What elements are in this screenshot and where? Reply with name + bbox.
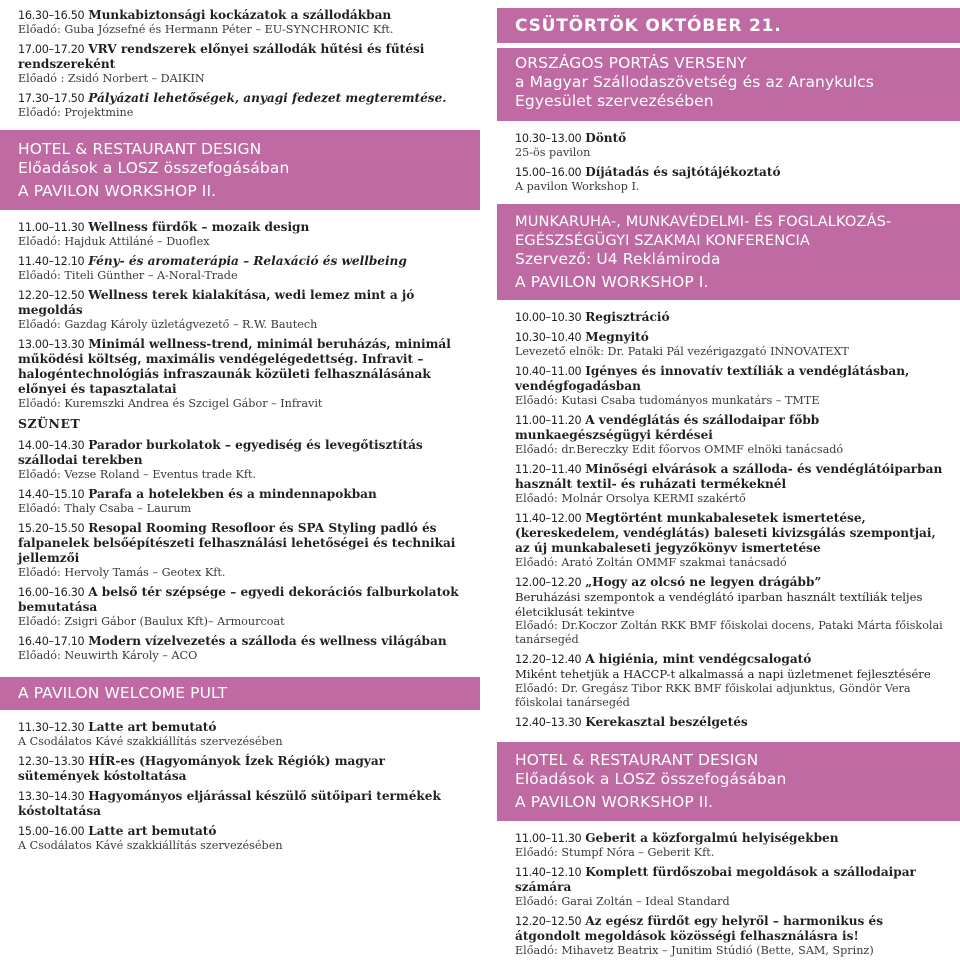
entry-title: VRV rendszerek előnyei szállodák hűtési és fűtési rendszereként: [18, 42, 425, 71]
entry-title: Komplett fürdőszobai megoldások a szállodaipar számára: [515, 864, 916, 894]
entry-time: 16.40–17.10: [18, 635, 85, 648]
entry-headline: [515, 511, 952, 556]
band-hotel-design: [0, 130, 480, 210]
entry-time: 13.30–14.30: [18, 790, 85, 803]
entry-time: 12.00–12.20: [515, 576, 582, 589]
program-entry: [0, 824, 480, 853]
entry-time: 14.40–15.10: [18, 488, 85, 501]
entry-headline: [515, 575, 952, 590]
entry-speaker: Előadó: Titeli Günther – A-Noral-Trade: [18, 269, 238, 282]
entry-title: Regisztráció: [585, 310, 670, 324]
entry-speaker: Előadó: dr.Bereczky Edit főorvos OMMF elnöki tanácsadó: [515, 443, 844, 456]
entry-speaker: Előadó: Zsigri Gábor (Baulux Kft)– Armourcoat: [18, 615, 285, 628]
entry-title: Latte art bemutató: [88, 824, 217, 838]
entry-headline: [515, 914, 952, 944]
entry-speaker: Előadó: Molnár Orsolya KERMI szakértő: [515, 492, 746, 505]
program-entry: [497, 715, 960, 730]
program-entry: [497, 914, 960, 958]
left-mid-entries: [0, 220, 480, 411]
entry-headline: [18, 288, 468, 318]
program-entry: [0, 438, 480, 482]
entry-time: 11.00–11.30: [18, 221, 85, 234]
entry-time: 10.40–11.00: [515, 365, 582, 378]
entry-speaker: A pavilon Workshop I.: [515, 180, 640, 193]
program-entry: [0, 487, 480, 516]
entry-title: Megtörtént munkabalesetek ismertetése, (kereskedelem, vendéglátás) baleseti kivizsgálás szempontjai, az új munkabaleseti jegyzőkönyv ismertetése: [515, 511, 936, 555]
program-entry: [497, 165, 960, 194]
entry-time: 12.40–13.30: [515, 715, 582, 729]
entry-time: 10.30–10.40: [515, 331, 582, 344]
entry-time: 11.30–12.30: [18, 721, 85, 734]
program-entry: [0, 288, 480, 332]
band-subtitle-2: Egyesület szervezésében: [515, 92, 714, 110]
program-entry: [497, 131, 960, 160]
entry-time: 12.30–13.30: [18, 755, 85, 768]
entry-speaker: Előadó: Arató Zoltán OMMF szakmai tanácsadó: [515, 556, 787, 569]
band-welcome-pult: [0, 677, 480, 710]
entry-headline: [18, 438, 468, 468]
right-column: [497, 8, 960, 963]
entry-speaker: Előadó: Dr. Gregász Tibor RKK BMF főiskolai adjunktus, Göndör Vera főiskolai tanársegéd: [515, 681, 911, 709]
entry-time: 12.20–12.50: [515, 914, 582, 928]
entry-headline: [18, 8, 468, 23]
entry-headline: [18, 254, 468, 269]
entry-title: Döntő: [585, 131, 627, 145]
band-venue: A PAVILON WORKSHOP II.: [18, 182, 217, 200]
band-venue: A PAVILON WORKSHOP II.: [515, 792, 714, 811]
entry-time: 15.20–15.50: [18, 522, 85, 535]
program-entry: [497, 310, 960, 325]
entry-speaker: Előadó: Mihavetz Beatrix – Junitim Stúdió (Bette, SAM, Sprinz): [515, 943, 874, 957]
entry-title: Kerekasztal beszélgetés: [585, 714, 748, 729]
entry-title: Igényes és innovatív textíliák a vendéglátásban, vendégfogadásban: [515, 364, 910, 393]
program-entry: [497, 462, 960, 506]
entry-speaker: Előadó: Projektmine: [18, 106, 134, 119]
entry-speaker: Előadó: Dr.Koczor Zoltán RKK BMF főiskolai docens, Pataki Márta főiskolai tanársegéd: [515, 619, 943, 646]
entry-headline: [18, 824, 468, 839]
entry-title: Geberit a közforgalmú helyiségekben: [585, 830, 839, 845]
entry-headline: [515, 865, 952, 895]
program-entry: [0, 789, 480, 819]
entry-speaker: Előadó: Gazdag Károly üzletágvezető – R.W. Bautech: [18, 318, 318, 331]
entry-description: Miként tehetjük a HACCP-t alkalmassá a napi üzletmenet fejlesztésére: [515, 667, 931, 681]
left-welcome-entries: [0, 720, 480, 853]
entry-headline: [515, 310, 952, 325]
day-title: CSÜTÖRTÖK OKTÓBER 21.: [515, 16, 782, 36]
entry-title: „Hogy az olcsó ne legyen drágább”: [585, 575, 822, 589]
entry-time: 14.00–14.30: [18, 439, 85, 452]
entry-time: 11.00–11.20: [515, 414, 582, 427]
entry-title: Pályázati lehetőségek, anyagi fedezet megteremtése.: [88, 91, 447, 105]
entry-title: Parador burkolatok – egyediség és levegőtisztítás szállodai terekben: [18, 438, 423, 467]
program-entry: [497, 330, 960, 359]
program-entry: [0, 220, 480, 249]
entry-speaker: Levezető elnök: Dr. Pataki Pál vezérigazgató INNOVATEXT: [515, 345, 849, 358]
entry-headline: [18, 487, 468, 502]
band-portas: [497, 48, 960, 121]
program-entry: [497, 865, 960, 909]
left-after-entries: [0, 438, 480, 663]
entry-title: A higiénia, mint vendégcsalogató: [585, 652, 812, 666]
entry-time: 11.40–12.10: [18, 255, 85, 268]
entry-speaker: Előadó: Hervoly Tamás – Geotex Kft.: [18, 566, 226, 579]
band-title: HOTEL & RESTAURANT DESIGN: [18, 140, 262, 158]
entry-time: 15.00–16.00: [18, 825, 85, 838]
entry-title: Megnyitó: [585, 330, 649, 344]
entry-headline: [515, 652, 952, 667]
program-entry: [0, 521, 480, 580]
program-entry: [0, 42, 480, 86]
program-entry: [497, 831, 960, 860]
left-top-entries: [0, 8, 480, 120]
entry-title: Munkabiztonsági kockázatok a szállodákban: [88, 8, 392, 22]
entry-headline: [18, 220, 468, 235]
entry-time: 15.00–16.00: [515, 166, 582, 179]
band-title: A PAVILON WELCOME PULT: [18, 684, 228, 702]
entry-speaker: 25-ös pavilon: [515, 146, 591, 159]
band-subtitle: a Magyar Szállodaszövetség és az Aranykulcs: [515, 73, 874, 91]
entry-speaker: A Csodálatos Kávé szakkiállítás szervezésében: [18, 839, 283, 852]
munkaruha-entries: [497, 310, 960, 730]
program-entry: [0, 91, 480, 120]
entry-title: Wellness terek kialakítása, wedi lemez mint a jó megoldás: [18, 288, 415, 317]
entry-title: Latte art bemutató: [88, 720, 217, 734]
entry-speaker: Előadó : Zsidó Norbert – DAIKIN: [18, 72, 205, 85]
entry-title: Díjátadás és sajtótájékoztató: [585, 165, 781, 179]
entry-headline: [18, 585, 468, 615]
entry-speaker: A Csodálatos Kávé szakkiállítás szervezésében: [18, 735, 283, 748]
entry-headline: [18, 91, 468, 106]
program-entry: [0, 720, 480, 749]
entry-title: Modern vízelvezetés a szálloda és wellness világában: [88, 634, 447, 648]
entry-headline: [515, 364, 952, 394]
program-entry: [0, 254, 480, 283]
entry-speaker: Előadó: Hajduk Attiláné – Duoflex: [18, 235, 210, 248]
entry-title: Fény- és aromaterápia – Relaxáció és wellbeing: [88, 254, 407, 268]
entry-title: Wellness fürdők – mozaik design: [88, 220, 310, 234]
program-entry: [497, 652, 960, 710]
entry-time: 11.40–12.00: [515, 512, 582, 525]
entry-headline: [18, 789, 468, 819]
entry-time: 12.20–12.50: [18, 289, 85, 302]
band-subtitle: Előadások a LOSZ összefogásában: [18, 159, 290, 177]
entry-headline: [515, 413, 952, 443]
band-venue: A PAVILON WORKSHOP I.: [515, 273, 709, 291]
entry-description: Beruházási szempontok a vendéglátó iparban használt textíliák teljes életciklusát tekintve: [515, 590, 923, 619]
band-title: ORSZÁGOS PORTÁS VERSENY: [515, 54, 747, 72]
entry-time: 16.30–16.50: [18, 9, 85, 22]
entry-title: A belső tér szépsége – egyedi dekorációs falburkolatok bemutatása: [18, 585, 459, 614]
program-entry: [497, 413, 960, 457]
entry-speaker: Előadó: Thaly Csaba – Laurum: [18, 502, 192, 515]
entry-title: Parafa a hotelekben és a mindennapokban: [88, 487, 377, 501]
entry-speaker: Előadó: Kutasi Csaba tudományos munkatárs – TMTE: [515, 394, 820, 407]
day-band: [497, 8, 960, 43]
entry-title: A vendéglátás és szállodaipar főbb munkaegészségügyi kérdései: [515, 413, 820, 442]
entry-time: 12.20–12.40: [515, 653, 582, 666]
program-entry: [497, 511, 960, 570]
program-entry: [497, 364, 960, 408]
entry-time: 11.20–11.40: [515, 463, 582, 476]
entry-time: 17.00–17.20: [18, 43, 85, 56]
entry-time: 10.00–10.30: [515, 311, 582, 324]
band-hotel-design-right: [497, 742, 960, 821]
design-entries: [497, 831, 960, 958]
entry-title: HÍR-es (Hagyományok Ízek Régiók) magyar sütemények kóstoltatása: [18, 754, 386, 783]
program-entry: [497, 575, 960, 647]
entry-headline: [18, 337, 468, 397]
entry-speaker: Előadó: Garai Zoltán – Ideal Standard: [515, 894, 730, 908]
entry-headline: [18, 720, 468, 735]
entry-title: Hagyományos eljárással készülő sütőipari termékek kóstoltatása: [18, 789, 441, 818]
entry-time: 11.00–11.30: [515, 831, 582, 845]
entry-time: 17.30–17.50: [18, 92, 85, 105]
entry-speaker: Előadó: Neuwirth Károly – ACO: [18, 649, 198, 662]
entry-headline: [18, 42, 468, 72]
entry-headline: [515, 462, 952, 492]
entry-speaker: Előadó: Vezse Roland – Eventus trade Kft.: [18, 468, 257, 481]
band-organizer: Szervező: U4 Reklámiroda: [515, 250, 721, 268]
entry-title: Resopal Rooming Resofloor és SPA Styling padló és falpanelek belsőépítészeti felhasználási lehetőségei és technikai jellemzői: [18, 521, 456, 565]
left-column: [0, 8, 480, 858]
program-entry: [0, 754, 480, 784]
entry-title: Az egész fürdőt egy helyről – harmonikus és átgondolt megoldások közösségi felhasználásra is!: [515, 913, 884, 943]
entry-title: Minőségi elvárások a szálloda- és vendéglátóiparban használt textil- és ruházati termékeknél: [515, 462, 943, 491]
entry-headline: [515, 330, 952, 345]
program-entry: [0, 337, 480, 411]
entry-speaker: Előadó: Guba Józsefné és Hermann Péter – EU-SYNCHRONIC Kft.: [18, 23, 394, 36]
break-label: SZÜNET: [18, 416, 81, 431]
band-title-2: EGÉSZSÉGÜGYI SZAKMAI KONFERENCIA: [515, 232, 811, 249]
entry-headline: [515, 165, 952, 180]
entry-headline: [18, 521, 468, 566]
entry-speaker: Előadó: Kuremszki Andrea és Szcigel Gábor – Infravit: [18, 397, 323, 410]
portas-entries: [497, 131, 960, 194]
entry-speaker: Előadó: Stumpf Nóra – Geberit Kft.: [515, 845, 715, 859]
band-title: HOTEL & RESTAURANT DESIGN: [515, 750, 759, 769]
program-entry: [0, 585, 480, 629]
entry-headline: [18, 634, 468, 649]
entry-headline: [18, 754, 468, 784]
entry-time: 13.00–13.30: [18, 338, 85, 351]
entry-time: 10.30–13.00: [515, 132, 582, 145]
entry-time: 16.00–16.30: [18, 586, 85, 599]
band-subtitle: Előadások a LOSZ összefogásában: [515, 769, 787, 788]
entry-headline: [515, 715, 952, 730]
entry-headline: [515, 831, 952, 846]
entry-headline: [515, 131, 952, 146]
program-entry: [0, 8, 480, 37]
entry-title: Minimál wellness-trend, minimál beruházás, minimál működési költség, maximális vendégelégedettség. Infravit – halogéntechnológiás infraszaunák közületi felhasználásának előnyei és tapasztalatai: [18, 337, 451, 396]
entry-time: 11.40–12.10: [515, 865, 582, 879]
band-title: MUNKARUHA-, MUNKAVÉDELMI- ÉS FOGLALKOZÁS-: [515, 213, 892, 230]
program-entry: [0, 634, 480, 663]
band-munkaruha: [497, 204, 960, 300]
